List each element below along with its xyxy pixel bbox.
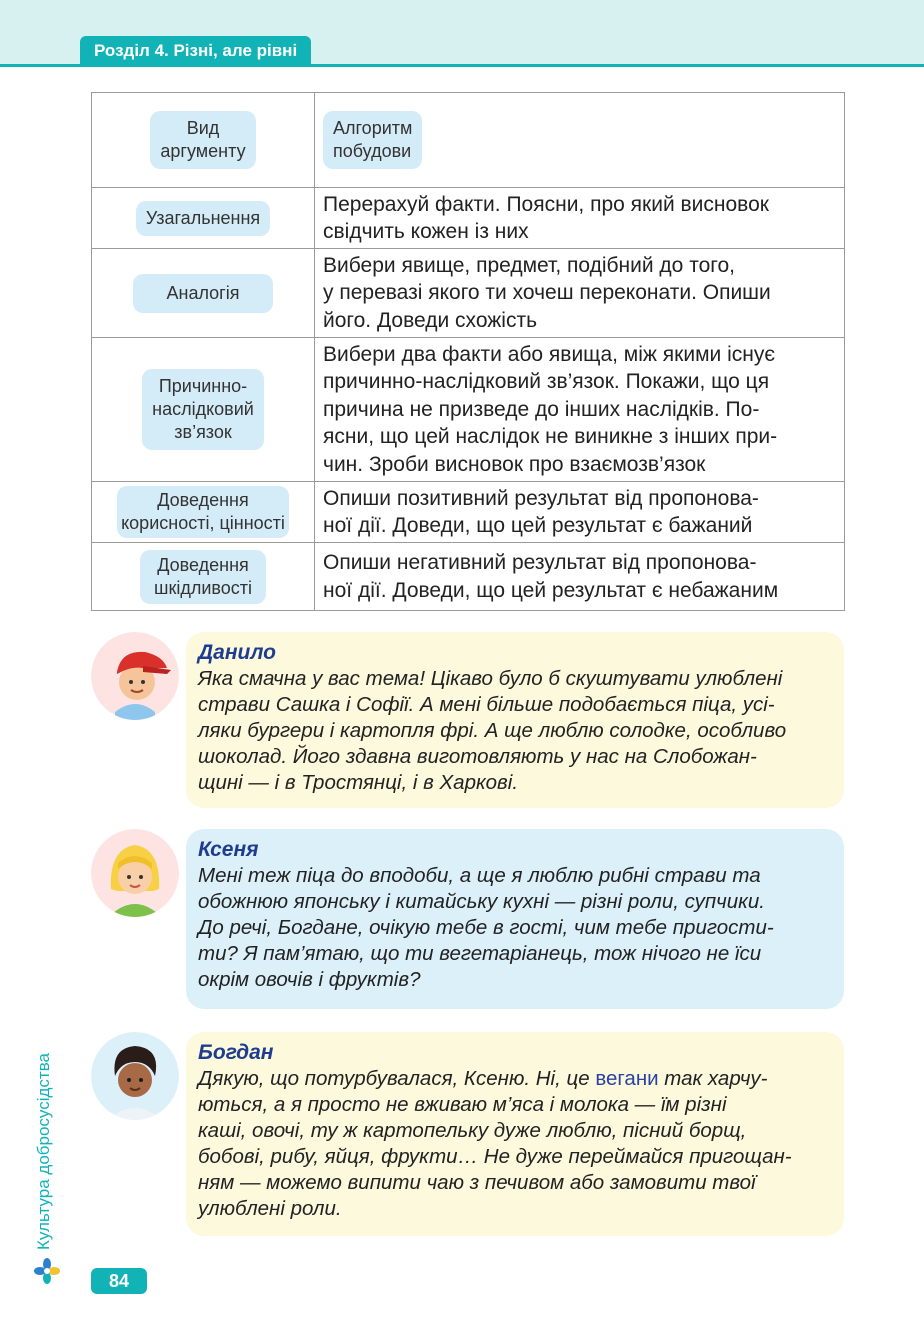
- speaker-name: Данило: [198, 641, 276, 664]
- ksenia-speech-bubble: [186, 829, 844, 1009]
- argument-type: Аналогія: [133, 274, 274, 313]
- argument-type: Причинно- наслідковий зв’язок: [142, 369, 264, 450]
- speaker-name: Ксеня: [198, 838, 259, 861]
- section-side-label: Культура добросусідства: [34, 1052, 53, 1250]
- chapter-title: Розділ 4. Різні, але рівні: [80, 36, 311, 66]
- bohdan-avatar: [91, 1032, 179, 1120]
- argument-type: Доведення шкідливості: [140, 550, 266, 604]
- table-row: [92, 338, 845, 482]
- argument-algorithm: Перерахуй факти. Поясни, про який висновок свідчить кожен із них: [315, 188, 845, 249]
- flower-icon: [34, 1258, 60, 1284]
- speaker-name: Богдан: [198, 1041, 274, 1064]
- argument-algorithm: Опиши позитивний результат від пропонова- ної дії. Доведи, що цей результат є бажаний: [315, 482, 845, 543]
- table-row: [92, 249, 845, 338]
- term-highlight: вегани: [595, 1067, 659, 1090]
- header-algorithm: Алгоритм побудови: [323, 111, 422, 169]
- speech-text: Яка смачна у вас тема! Цікаво було б скуштувати улюблені страви Сашка і Софії. А мені більше подобається піца, усі- ляки бургери і картопля фрі. А ще люблю солодке, особливо шоколад. Його здавна виготовляють у нас на Слобожан- щині — і в Тростянці, і в Харкові.: [198, 667, 787, 794]
- argument-type: Узагальнення: [136, 201, 270, 236]
- page-number: 84: [91, 1268, 147, 1294]
- ksenia-avatar: [91, 829, 179, 917]
- header-argument-type: Вид аргументу: [150, 111, 255, 169]
- table-row: [92, 188, 845, 249]
- danylo-speech-bubble: [186, 632, 844, 808]
- danylo-avatar: [91, 632, 179, 720]
- argument-type: Доведення корисності, цінності: [117, 486, 289, 538]
- bohdan-speech-bubble: [186, 1032, 844, 1236]
- argument-algorithm: Опиши негативний результат від пропонова- ної дії. Доведи, що цей результат є небажаним: [315, 543, 845, 611]
- table-row: [92, 482, 845, 543]
- table-header-row: [92, 93, 845, 188]
- table-row: [92, 543, 845, 611]
- speech-text: Дякую, що потурбувалася, Ксеню. Ні, це вегани так харчу- ються, а я просто не вживаю м’яса і молока — їм різні каші, овочі, ту ж картопельку дуже люблю, пісний борщ, бобові, рибу, яйця, фрукти… Не дуже переймайся пригощан- ням — можемо випити чаю з печивом або замовити твої улюблені роли.: [198, 1067, 792, 1220]
- arguments-table: [91, 92, 845, 611]
- argument-algorithm: Вибери два факти або явища, між якими існує причинно-наслідковий зв’язок. Покажи, що ця причина не призведе до інших наслідків. По- ясни, що цей наслідок не виникне з інших при- чин. Зроби висновок про взаємозв’язок: [315, 338, 845, 482]
- speech-text: Мені теж піца до вподоби, а ще я люблю рибні страви та обожнюю японську і китайську кухні — різні роли, супчики. До речі, Богдане, очікую тебе в гості, чим тебе пригости- ти? Я пам’ятаю, що ти вегетаріанець, тож нічого не їси окрім овочів і фруктів?: [198, 864, 774, 991]
- argument-algorithm: Вибери явище, предмет, подібний до того, у перевазі якого ти хочеш переконати. Опиши його. Доведи схожість: [315, 249, 845, 338]
